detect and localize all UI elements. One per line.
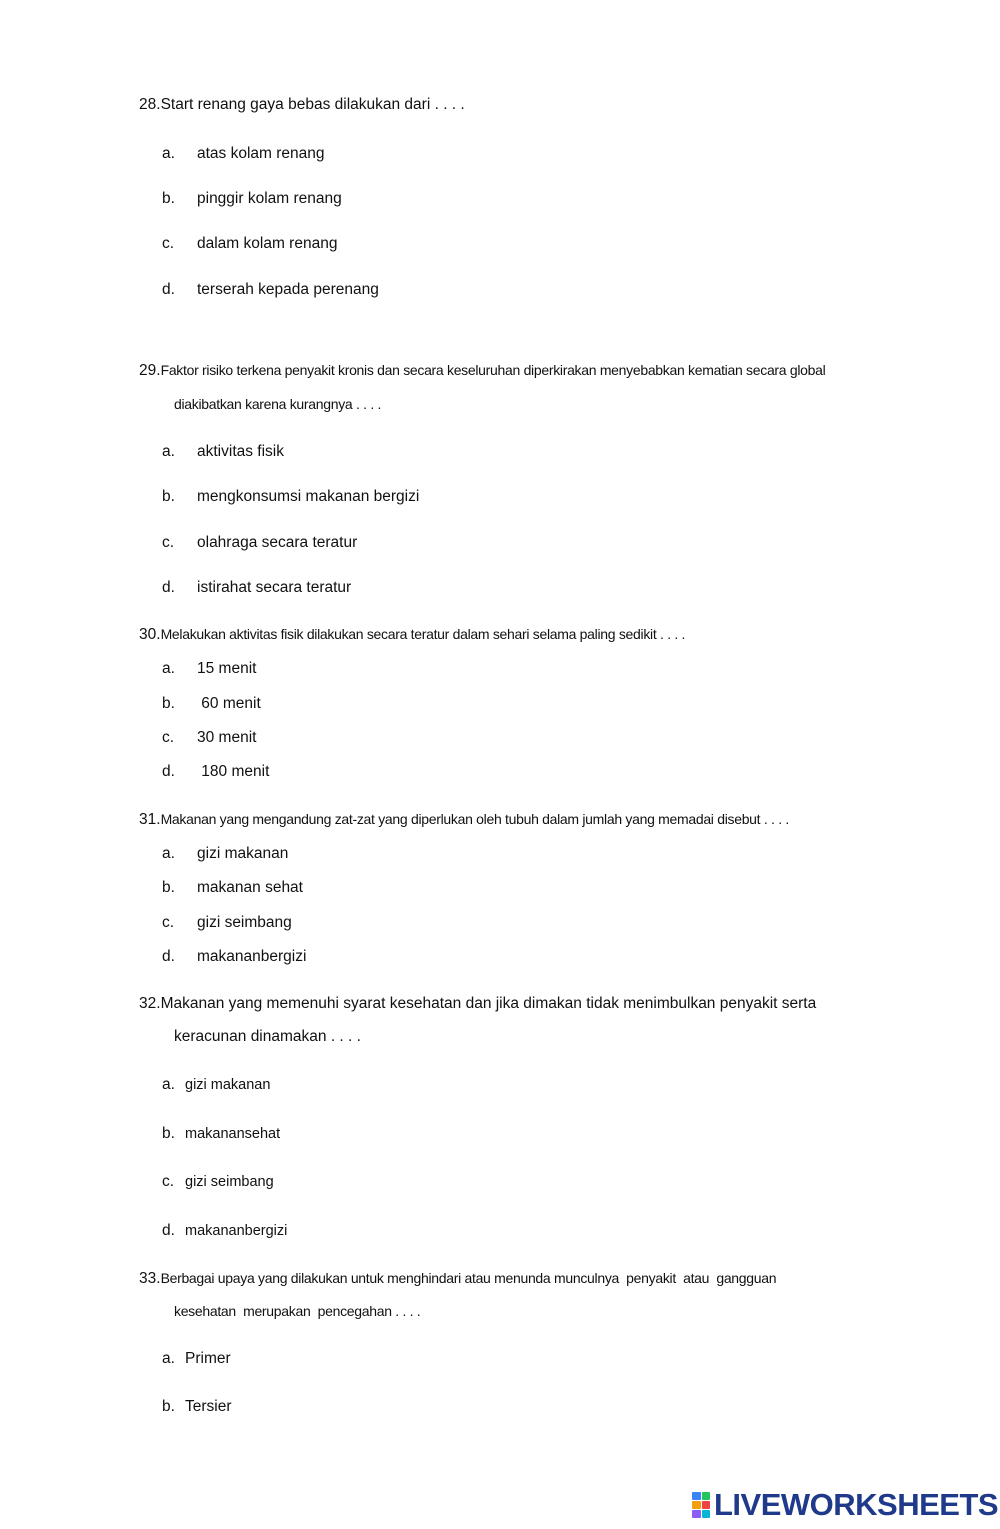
option-text: makanansehat bbox=[185, 1126, 281, 1142]
liveworksheets-logo-icon bbox=[692, 1492, 710, 1518]
question-number: 30. bbox=[139, 626, 161, 643]
question-text: Start renang gaya bebas dilakukan dari . . . . bbox=[160, 96, 465, 113]
question-text: Makanan yang memenuhi syarat kesehatan dan jika dimakan tidak menimbulkan penyakit serta bbox=[160, 995, 817, 1012]
option-letter: d. bbox=[162, 579, 175, 596]
logo-text: LIVEWORKSHEETS bbox=[714, 1487, 999, 1522]
option-letter: d. bbox=[162, 1222, 175, 1239]
option-text: makananbergizi bbox=[197, 948, 307, 965]
option-text: makanan sehat bbox=[197, 879, 303, 896]
option-letter: d. bbox=[162, 281, 175, 298]
option-text: pinggir kolam renang bbox=[197, 190, 342, 207]
option-text: terserah kepada perenang bbox=[197, 281, 379, 298]
question-text-continued: diakibatkan karena kurangnya . . . . bbox=[174, 396, 382, 412]
option-letter: b. bbox=[162, 488, 175, 505]
option-text: mengkonsumsi makanan bergizi bbox=[197, 488, 420, 505]
question-number: 28. bbox=[139, 96, 161, 113]
option-letter: a. bbox=[162, 845, 175, 862]
question-text-continued: kesehatan merupakan pencegahan . . . . bbox=[174, 1303, 421, 1319]
question-28 bbox=[139, 95, 465, 115]
option-letter: c. bbox=[162, 729, 175, 746]
option-text: gizi makanan bbox=[185, 1077, 271, 1093]
option-text: olahraga secara teratur bbox=[197, 534, 358, 551]
option-text: Tersier bbox=[185, 1398, 232, 1415]
option-text: gizi seimbang bbox=[197, 914, 292, 931]
question-number: 32. bbox=[139, 995, 161, 1012]
option-text: istirahat secara teratur bbox=[197, 579, 352, 596]
option-letter: d. bbox=[162, 948, 175, 965]
question-text: Faktor risiko terkena penyakit kronis dan secara keseluruhan diperkirakan menyebabkan kematian secara global bbox=[160, 362, 826, 378]
option-text: aktivitas fisik bbox=[197, 443, 284, 460]
option-letter: a. bbox=[162, 1076, 175, 1093]
question-31 bbox=[139, 809, 789, 830]
question-text: Melakukan aktivitas fisik dilakukan secara teratur dalam sehari selama paling sedikit . . . . bbox=[160, 626, 686, 642]
question-33 bbox=[139, 1268, 776, 1289]
option-text: 15 menit bbox=[197, 660, 257, 677]
question-32 bbox=[139, 994, 816, 1014]
question-number: 31. bbox=[139, 811, 161, 828]
option-letter: c. bbox=[162, 914, 175, 931]
option-text: 180 menit bbox=[197, 763, 270, 780]
option-letter: b. bbox=[162, 1125, 175, 1142]
option-letter: a. bbox=[162, 145, 175, 162]
liveworksheets-logo[interactable] bbox=[692, 1488, 998, 1522]
question-text: Makanan yang mengandung zat-zat yang diperlukan oleh tubuh dalam jumlah yang memadai disebut . . . . bbox=[160, 811, 789, 827]
question-30 bbox=[139, 624, 685, 645]
option-text: gizi seimbang bbox=[185, 1174, 274, 1190]
option-letter: a. bbox=[162, 1350, 175, 1367]
option-letter: a. bbox=[162, 443, 175, 460]
option-text: gizi makanan bbox=[197, 845, 289, 862]
option-letter: c. bbox=[162, 534, 175, 551]
option-letter: b. bbox=[162, 1398, 175, 1415]
option-letter: b. bbox=[162, 879, 175, 896]
option-letter: c. bbox=[162, 235, 175, 252]
question-number: 33. bbox=[139, 1270, 161, 1287]
option-text: 60 menit bbox=[197, 695, 261, 712]
option-text: makananbergizi bbox=[185, 1223, 288, 1239]
question-29 bbox=[139, 360, 825, 381]
option-text: dalam kolam renang bbox=[197, 235, 338, 252]
question-number: 29. bbox=[139, 362, 161, 379]
option-letter: b. bbox=[162, 695, 175, 712]
option-letter: d. bbox=[162, 763, 175, 780]
option-text: Primer bbox=[185, 1350, 231, 1367]
option-text: 30 menit bbox=[197, 729, 257, 746]
question-text: Berbagai upaya yang dilakukan untuk menghindari atau menunda munculnya penyakit atau gangguan bbox=[160, 1270, 777, 1286]
option-letter: a. bbox=[162, 660, 175, 677]
option-letter: b. bbox=[162, 190, 175, 207]
option-text: atas kolam renang bbox=[197, 145, 325, 162]
option-letter: c. bbox=[162, 1173, 175, 1190]
question-text-continued: keracunan dinamakan . . . . bbox=[174, 1028, 361, 1045]
